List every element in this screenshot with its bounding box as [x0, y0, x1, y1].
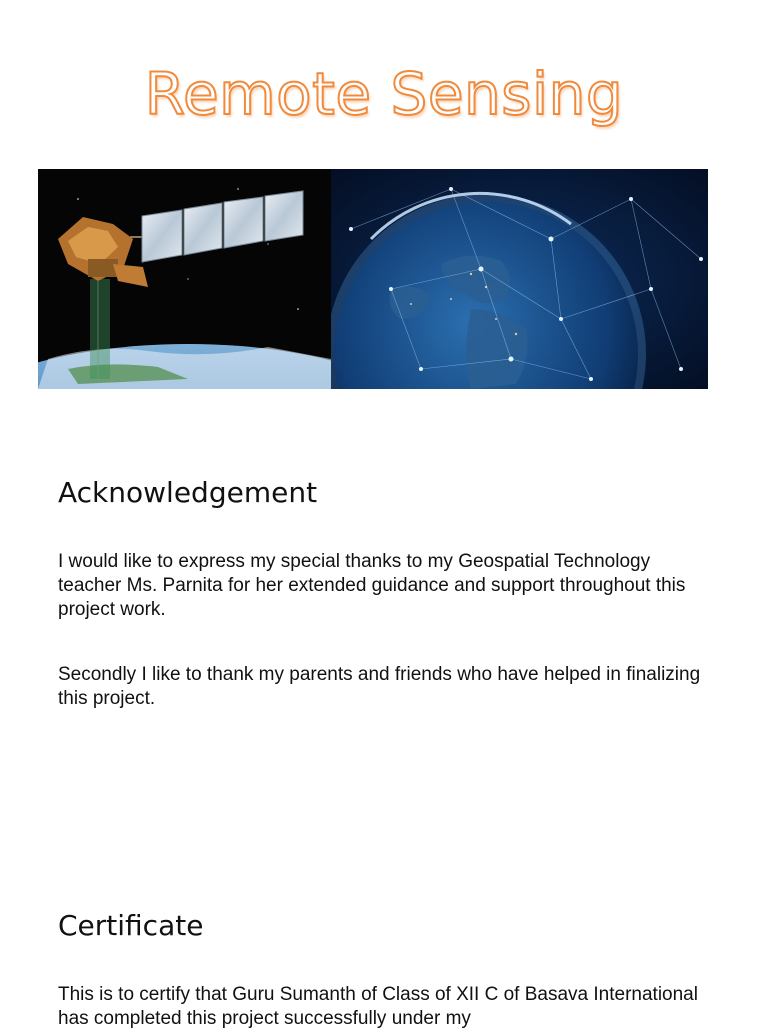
- globe-image: [331, 169, 708, 389]
- certificate-heading: Certificate: [58, 909, 204, 942]
- acknowledgement-heading: Acknowledgement: [58, 476, 318, 509]
- certificate-paragraph-1: This is to certify that Guru Sumanth of Class of XII C of Basava International has completed this project successfully under my: [58, 984, 698, 1029]
- banner: [38, 169, 708, 389]
- page-title: Remote Sensing: [144, 60, 624, 128]
- acknowledgement-paragraph-1: I would like to express my special thanks to my Geospatial Technology teacher Ms. Parnita for her extended guidance and support throughout this project work.: [58, 551, 686, 620]
- acknowledgement-paragraph-2: Secondly I like to thank my parents and friends who have helped in finalizing this project.: [58, 664, 701, 709]
- satellite-image: [38, 169, 331, 389]
